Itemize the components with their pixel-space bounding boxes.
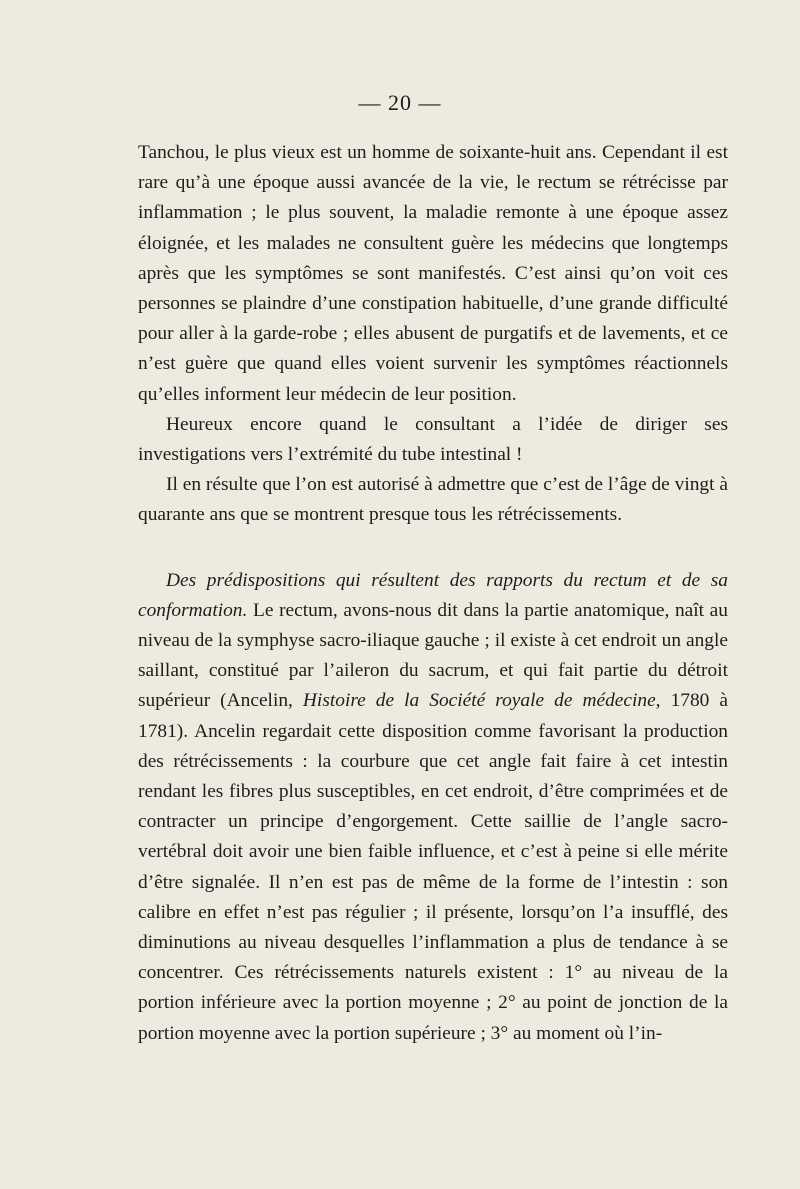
citation-title: Histoire de la Société royale de médecine, — [302, 690, 661, 712]
paragraph-il-en-resulte: Il en résulte que l’on est autorisé à admettre que c’est de l’âge de vingt à quarante ans que se montrent presque tous les rétrécissements. — [138, 474, 728, 526]
section-heading: Des prédispositions qui résultent des rapports du rectum et de sa conformation. — [138, 569, 728, 621]
section-text-2: 1780 à 1781). Ancelin regardait cette disposition comme favorisant la production des rétrécissements : la courbure que cet angle fait faire à cet intestin rendant les fibres plus susceptibles, en cet endroit, d’être comprimées et de contracter un principe d’engorgement. Cette saillie de l’angle sacro-vertébral doit avoir une bien faible influence, et c’est à peine si elle mérite d’être signalée. Il n’en est pas de même de la forme de l’intestin : son calibre en effet n’est pas régulier ; il présente, lorsqu’on l’a insufflé, des diminutions au niveau desquelles l’inflammation a plus de tendance à se concentrer. Ces rétrécissements naturels existent : 1° au niveau de la portion inférieure avec la portion moyenne ; 2° au point de jonction de la portion moyenne avec la portion supérieure ; 3° au moment où l’in- — [138, 690, 729, 1044]
paragraph-gap — [138, 531, 728, 566]
paragraph-tanchou: Tanchou, le plus vieux est un homme de soixante-huit ans. Cependant il est rare qu’à une époque aussi avancée de la vie, le rectum se rétrécisse par inflammation ; le plus souvent, la maladie remonte à une époque assez éloignée, et les malades ne consultent guère les médecins que longtemps après que les symptômes se sont manifestés. C’est ainsi qu’on voit ces personnes se plaindre d’une constipation habituelle, d’une grande difficulté pour aller à la garde-robe ; elles abusent de purgatifs et de lavements, et ce n’est guère que quand elles voient survenir les symptômes réactionnels qu’elles informent leur médecin de leur position. — [138, 142, 728, 405]
paragraph-heureux: Heureux encore quand le consultant a l’idée de diriger ses investigations vers l’extrémité du tube intestinal ! — [138, 413, 728, 466]
section-predispositions — [138, 566, 728, 1049]
body-text — [138, 138, 728, 1049]
page-number: — 20 — — [358, 90, 442, 115]
section-text-1: Le rectum, avons-nous dit dans la partie anatomique, naît au niveau de la symphyse sacro-iliaque gauche ; il existe à cet endroit un angle saillant, constitué par l’aileron du sacrum, et qui fait partie du détroit supérieur (Ancelin, — [138, 599, 728, 712]
